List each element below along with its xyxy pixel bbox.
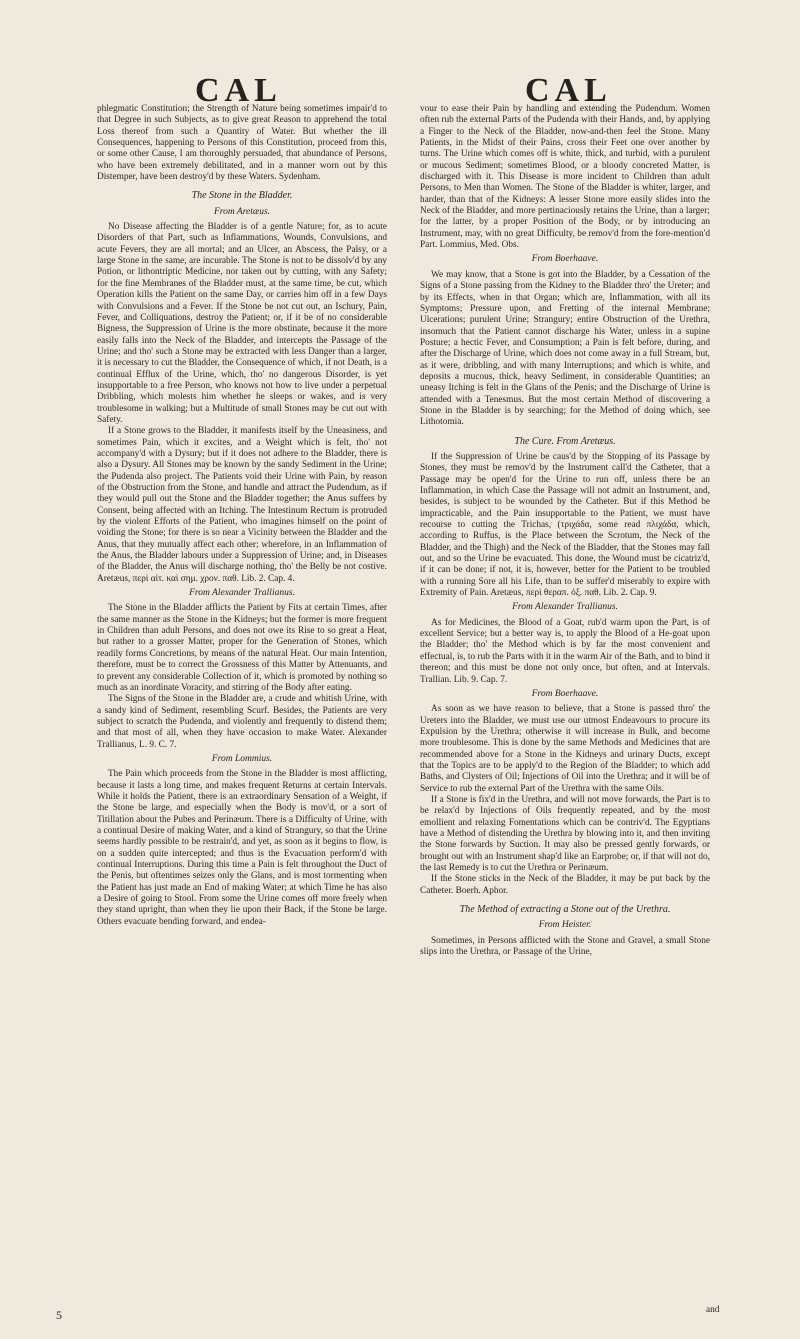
paragraph: If the Suppression of Urine be caus'd by the Stopping of its Passage by Stones, they must be remov'd by the Instrument call'd the Catheter, that a Passage may be open'd for the Urine to run off, unless there be an Inflammation, in which Case the Passage will not admit an Instrument, and, besides, is subject to be wounded by the Catheter. But if this Method be impracticable, and the Pain insupportable to the Patient, we must have recourse to cutting the Trichas, (τριχάδα, some read πλιχάδα, which, according to Ruffus, is the Place between the Scrotum, the Neck of the Bladder, and the Thigh) and the Neck of the Bladder, that the Stones may fall out, and so the Urine be evacuated. This done, the Wound must be cicatriz'd, if it can be done; if not, it is, however, better for the Patient to be troubled with a running Sore all his Life, than to be suffer'd miserably to expire with Extremity of Pain. Aretæus, περὶ θεραπ. ὀξ. παθ. Lib. 2. Cap. 9. [420,451,710,599]
source-heading: From Alexander Trallianus. [512,602,618,613]
paragraph: Sometimes, in Persons afflicted with the Stone and Gravel, a small Stone slips into the Urethra, or Passage of the Urine, [420,935,710,958]
paragraph: The Stone in the Bladder afflicts the Patient by Fits at certain Times, after the same manner as the Stone in the Kidneys; but the former is more frequent in Children than adult Persons, and does not owe its Rise to so great a Heat, but rather to a grosser Matter, proper for the Generation of Stones, which readily forms Concretions, by means of the natural Heat. Our main Intention, therefore, must be to correct the Grossness of this Matter by Attenuants, and to prevent any considerable Collection of it, which is promoted by nothing so much as an inordinate Voracity, and stirring of the Body after eating. [97,603,387,693]
right-column [420,104,710,958]
running-head-left: CAL [195,72,282,109]
paragraph: phlegmatic Constitution; the Strength of Nature being sometimes impair'd to that Degree in such Subjects, as to give great Reason to apprehend the total Loss thereof from such a Quantity of Water. But whether the ill Consequences, happening to Persons of this Constitution, proceed from this, or some other Cause, I am thoroughly persuaded, that abundance of Persons, who have been extremely debilitated, and in a manner worn out by this Distemper, have been destroy'd by these Waters. Sydenham. [97,104,387,183]
page-number: 5 [56,1308,62,1322]
paragraph: The Pain which proceeds from the Stone in the Bladder is most afflicting, because it lasts a long time, and makes frequent Returns at certain Intervals. While it holds the Patient, there is an extraordinary Sensation of a Weight, if the Stone be large, and especially when the Body is mov'd, or a sort of Titillation about the Pubes and Perinæum. There is a Difficulty of Urine, with a continual Desire of making Water, and a kind of Strangury, so that the Urine seems hardly possible to be restrain'd, and yet, as soon as it begins to flow, is on a sudden quite intercepted; and thus is the Evacuation perform'd with continual Interruptions. During this time a Pain is felt throughout the Duct of the Penis, but oftentimes seizes only the Glans, and is most tormenting when the Patient has just made an End of making Water; at which Time he has also a Desire of going to Stool. From some the Urine comes off more freely when they stand upright, than when they lie upon their Back, if the Stone be large. Others evacuate bending forward, and endea- [97,769,387,927]
section-heading: The Stone in the Bladder. [191,190,293,202]
paragraph: We may know, that a Stone is got into the Bladder, by a Cessation of the Signs of a Stone passing from the Kidney to the Bladder thro' the Ureter; and by its Effects, when in that Organ; which are, Inflammation, with all its Symptoms; Pressure upon, and Fretting of the internal Membrane; Ulcerations; purulent Urine; Strangury; entire Obstruction of the Urethra, insomuch that the Patient cannot discharge his Water, unless in a supine Posture; a hectic Fever, and Consumption; a Pain is felt before, during, and after the Discharge of Urine, which does not come away in a full Stream, but, as it were, dribbling, and with many Interruptions; and which is white, and deposits a mucous, thick, heavy Sediment, in considerable Quantities; an uneasy Itching is felt in the Glans of the Penis; and the Discharge of Urine is attended with a Tenesmus. But the most certain Method of discovering a Stone in the Bladder is by searching; for the Method of doing which, see Lithotomia. [420,269,710,428]
paragraph: If a Stone is fix'd in the Urethra, and will not move forwards, the Part is to be relax'd by Injections of Oils frequently repeated, and by the most emollient and relaxing Fomentations which can be contriv'd. The Egyptians have a Method of distending the Urethra by blowing into it, and then inviting the Stone forwards by Suction. It may also be pressed gently forwards, or brought out with an Instrument shap'd like an Earprobe; or, if that will not do, the last Remedy is to cut the Urethra or Perinæum. [420,794,710,873]
paragraph: If a Stone grows to the Bladder, it manifests itself by the Uneasiness, and sometimes Pain, which it excites, and a Weight which is felt, tho' not accompany'd with a Dysury; but if it does not adhere to the Bladder, there is also a Dysury. All Stones may be known by the sandy Sediment in the Urine; the Pudenda also project. The Patients void their Urine with Pain, by reason of the Obstruction from the Stone, and handle and attract the Pudendum, as if they would pull out the Stone and the Bladder together; the Anus suffers by Consent, being affected with an Itching. The Intestinum Rectum is protruded by the violent Efforts of the Patient, who imagines himself on the point of voiding the Stone; for there is so near a Vicinity between the Bladder and the Anus, that they mutually affect each other; wherefore, in an Inflammation of the Anus, the Bladder labours under a Suppression of Urine; and, in Diseases of the Bladder, the Anus will discharge nothing, tho' the Belly be not costive. Aretæus, περὶ αἰτ. καὶ σημ. χρον. παθ. Lib. 2. Cap. 4. [97,426,387,584]
paragraph: No Disease affecting the Bladder is of a gentle Nature; for, as to acute Disorders of that Part, such as Inflammations, Wounds, Convulsions, and acute Fevers, they are all mortal; and an Ulcer, an Abscess, the Palsy, or a large Stone in the same, are incurable. The Stone is not to be dissolv'd by any Potion, or lithontriptic Medicine, nor taken out by cutting, with any Safety; for the fine Membranes of the Bladder must, at the same time, be cut, which Operation kills the Patient on the same Day, or carries him off in a few Days with Convulsions and a Fever. If the Stone be not cut out, an Ischury, Pain, Fever, and Colliquations, destroy the Patient; or, if it be of no considerable Bigness, the Suppression of Urine is the more obstinate, because it the more easily falls into the Neck of the Bladder, and intercepts the Passage of the Urine; and tho' such a Stone may be extracted with less Danger than a larger, it is necessary to cut the Bladder, the Consequence of which, if not Death, is a continual Efflux of the Urine, which, tho' no dangerous Disorder, is yet insupportable to a free Person, who knows not how to live under a perpetual Dribbling, which molests him whether he sleeps or wakes, and is very troublesome in walking; but a Multitude of small Stones may be cut out with Safety. [97,222,387,425]
source-heading: From Heister. [538,920,592,931]
section-heading: The Method of extracting a Stone out of the Urethra. [459,904,671,916]
paragraph: vour to ease their Pain by handling and extending the Pudendum. Women often rub the external Parts of the Pudenda with their Hands, and, by applying a Finger to the Neck of the Bladder, now-and-then feel the Stone. Many Patients, in the Midst of their Pains, cross their Feet one over another by turns. The Urine which comes off is white, thick, and turbid, with a purulent or mucous Sediment; sometimes Blood, or a bloody concreted Matter, is discharged with it. This Disease is more incident to Children than adult Persons, to Men than Women. The Stone of the Bladder is whiter, larger, and harder, than that of the Kidneys: A lesser Stone more easily slides into the Neck of the Bladder, and more pertinaciously retains the Urine, than a larger; for the latter, by a proper Position of the Body, or by introducing an Instrument, may, with no great Difficulty, be remov'd from the fore-mention'd Part. Lommius, Med. Obs. [420,104,710,251]
left-column [97,104,387,928]
source-heading: From Alexander Trallianus. [189,588,295,599]
source-heading: From Aretæus. [213,206,271,217]
paragraph: The Signs of the Stone in the Bladder are, a crude and whitish Urine, with a sandy kind of Sediment, resembling Scurf. Besides, the Patients are very subject to scratch the Pudenda, and violently and frequently to distend them; and that most of all, when they have occasion to make Water. Alexander Trallianus, L. 9. C. 7. [97,694,387,750]
source-heading: From Boerhaave. [531,688,599,699]
paragraph: As for Medicines, the Blood of a Goat, rub'd warm upon the Part, is of excellent Service; but a better way is, to apply the Blood of a He-goat upon the Bladder; tho' the Method which is by far the most convenient and effectual, is, to rub the Parts with it in the warm Air of the Bath, and to bind it thereon; and this must be done not only once, but often, and at Intervals. Trallian. Lib. 9. Cap. 7. [420,617,710,685]
source-heading: From Lommius. [211,753,273,764]
paragraph: As soon as we have reason to believe, that a Stone is passed thro' the Ureters into the Bladder, we must use our utmost Endeavours to procure its Expulsion by the Urethra; otherwise it will increase in Bulk, and become more troublesome. This is done by the same Methods and Medicines that are recommended above for a Stone in the Kidneys and urinary Ducts, except that the Topics are to be apply'd to the Region of the Bladder; to which add Baths, and Clysters of Oil; Injections of Oil into the Urethra; and it will be of Service to rub the external Part of the Urethra with the same Oils. [420,704,710,794]
catchword: and [706,1305,720,1315]
paragraph: If the Stone sticks in the Neck of the Bladder, it may be put back by the Catheter. Boerh. Aphor. [420,874,710,896]
running-head-right: CAL [525,72,612,109]
source-heading: From Boerhaave. [531,254,599,265]
section-heading: The Cure. From Aretæus. [514,435,616,447]
